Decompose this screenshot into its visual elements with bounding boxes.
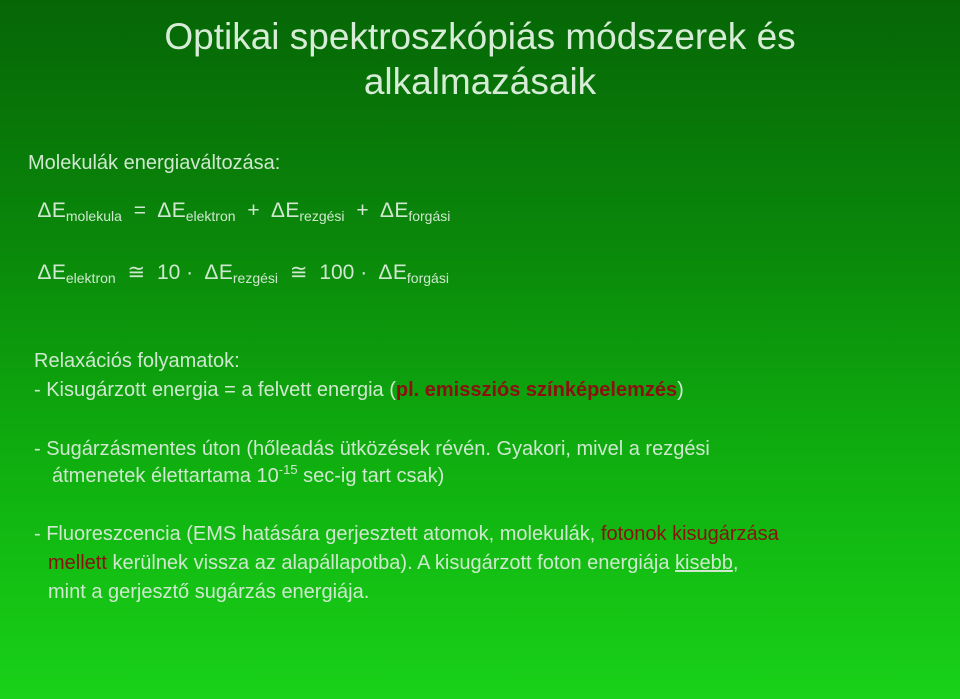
delta-symbol: ∆ bbox=[38, 199, 51, 222]
delta-symbol: ∆ bbox=[38, 261, 51, 284]
fluorescence-highlight: fotonok kisugárzása bbox=[600, 523, 779, 545]
factor-hundred: 100 · bbox=[319, 261, 368, 284]
energy-symbol: E bbox=[51, 199, 66, 222]
energy-symbol: E bbox=[392, 261, 407, 284]
fluorescence-text-mid: kerülnek vissza az alapállapotba). A kisugárzott foton energiája bbox=[106, 552, 676, 574]
subtitle: Molekulák energiaváltozása: bbox=[28, 152, 281, 174]
fluorescence-text: - Fluoreszcencia (EMS hatására gerjesztett atomok, molekulák, bbox=[34, 523, 601, 545]
energy-symbol: E bbox=[285, 199, 300, 222]
subscript-elektron: elektron bbox=[65, 270, 116, 286]
plus-sign: + bbox=[356, 199, 369, 222]
relaxation-item-fluorescence-cont bbox=[48, 550, 738, 576]
fluorescence-highlight-cont: mellett bbox=[48, 552, 107, 574]
nonradiative-text-end: sec-ig tart csak) bbox=[297, 465, 445, 487]
delta-symbol: ∆ bbox=[157, 199, 171, 222]
energy-symbol: E bbox=[394, 199, 409, 222]
emission-example: pl. emissziós színképelemzés bbox=[395, 379, 678, 401]
nonradiative-text: átmenetek élettartama 10 bbox=[52, 465, 279, 487]
approx-sign: ≅ bbox=[289, 261, 308, 284]
plus-sign: + bbox=[247, 199, 260, 222]
page-title-line1: Optikai spektroszkópiás módszerek és bbox=[164, 16, 796, 57]
energy-symbol: E bbox=[218, 261, 233, 284]
relaxation-item-nonradiative: - Sugárzásmentes úton (hőleadás ütközések révén. Gyakori, mivel a rezgési bbox=[34, 438, 710, 460]
fluorescence-comma: , bbox=[732, 552, 739, 574]
emission-text: - Kisugárzott energia = a felvett energia ( bbox=[34, 379, 396, 401]
subscript-forgasi: forgási bbox=[406, 270, 449, 286]
delta-symbol: ∆ bbox=[379, 261, 392, 284]
factor-ten: 10 · bbox=[156, 261, 194, 284]
subscript-molekula: molekula bbox=[65, 208, 122, 224]
approx-sign: ≅ bbox=[127, 261, 146, 284]
energy-equation bbox=[38, 198, 450, 224]
subscript-rezgesi: rezgési bbox=[299, 208, 345, 224]
emission-close: ) bbox=[677, 379, 684, 401]
equals-sign: = bbox=[133, 199, 147, 222]
relaxation-item-fluorescence bbox=[34, 521, 779, 547]
relaxation-heading: Relaxációs folyamatok: bbox=[34, 350, 240, 372]
delta-symbol: ∆ bbox=[380, 199, 394, 222]
energy-symbol: E bbox=[171, 199, 186, 222]
subscript-elektron: elektron bbox=[185, 208, 236, 224]
subscript-rezgesi: rezgési bbox=[232, 270, 279, 286]
fluorescence-underlined: kisebb bbox=[675, 552, 733, 574]
relaxation-item-nonradiative-cont bbox=[52, 463, 444, 489]
page-title bbox=[0, 14, 960, 104]
exponent: -15 bbox=[278, 462, 298, 477]
relaxation-item-fluorescence-end: mint a gerjesztő sugárzás energiája. bbox=[48, 581, 370, 603]
delta-symbol: ∆ bbox=[205, 261, 218, 284]
delta-symbol: ∆ bbox=[271, 199, 285, 222]
relaxation-item-emission bbox=[34, 377, 684, 403]
energy-symbol: E bbox=[51, 261, 66, 284]
energy-ratio-equation bbox=[38, 260, 449, 286]
page-title-line2: alkalmazásaik bbox=[363, 61, 597, 102]
subscript-forgasi: forgási bbox=[408, 208, 451, 224]
